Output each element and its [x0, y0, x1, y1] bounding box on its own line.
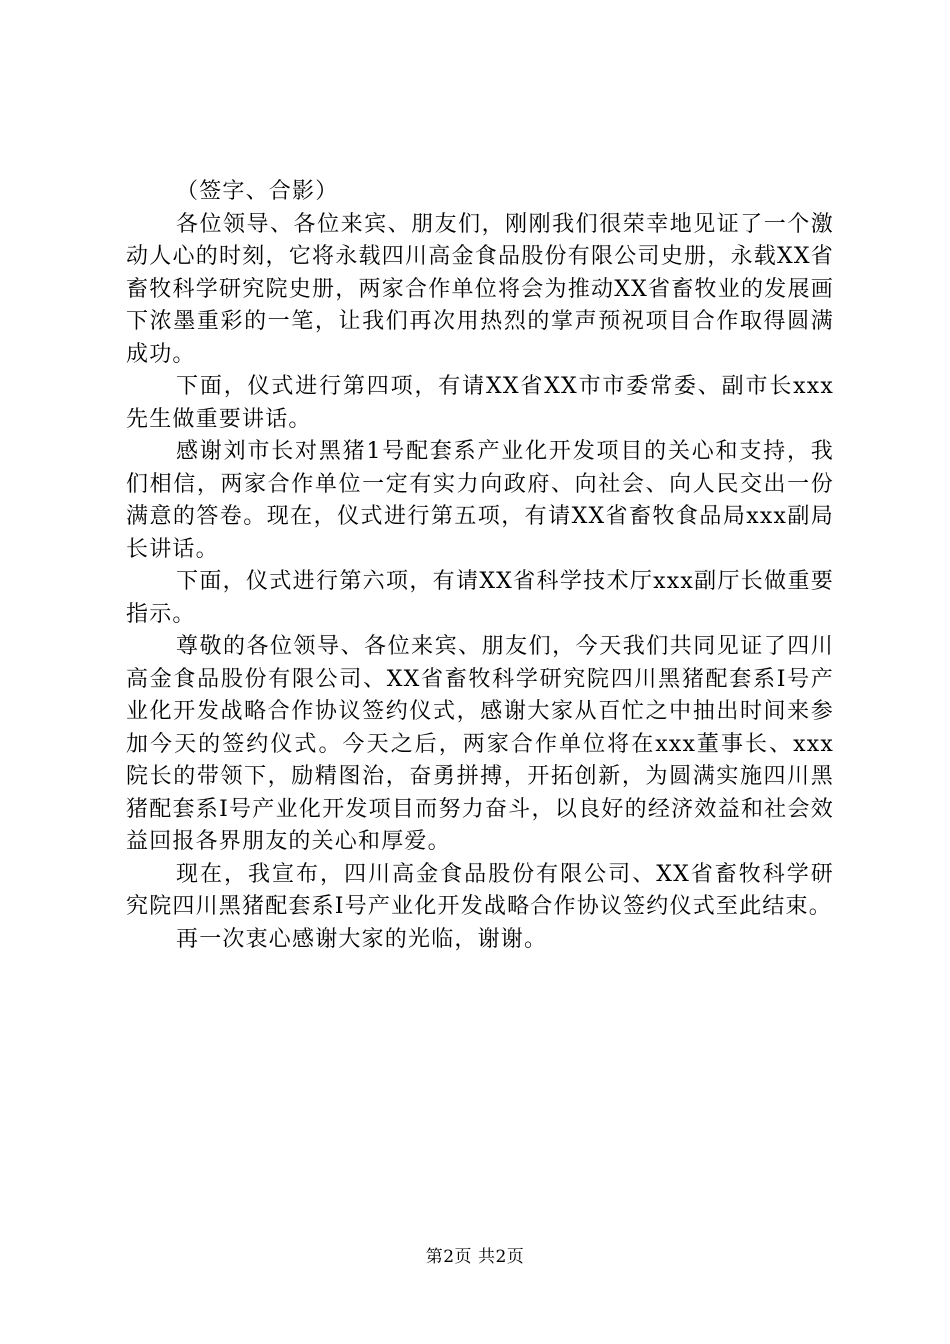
paragraph-item-four: 下面，仪式进行第四项，有请XX省XX市市委常委、副市长xxx先生做重要讲话。	[126, 374, 834, 432]
paragraph-witness-moment: 各位领导、各位来宾、朋友们，刚刚我们很荣幸地见证了一个激动人心的时刻，它将永载四川高金食品股份有限公司史册，永载XX省畜牧科学研究院史册，两家合作单位将会为推动XX省畜牧业的发展画下浓墨重彩的一笔，让我们再次用热烈的掌声预祝项目合作取得圆满成功。	[126, 211, 834, 367]
paragraph-item-five: 感谢刘市长对黑猪1号配套系产业化开发项目的关心和支持，我们相信，两家合作单位一定有实力向政府、向社会、向人民交出一份满意的答卷。现在，仪式进行第五项，有请XX省畜牧食品局xxx副局长讲话。	[126, 439, 834, 562]
document-body	[126, 176, 834, 956]
paragraph-declaration: 现在，我宣布，四川高金食品股份有限公司、XX省畜牧科学研究院四川黑猪配套系Ⅰ号产业化开发战略合作协议签约仪式至此结束。	[126, 861, 834, 919]
page-footer: 第2页 共2页	[425, 1247, 525, 1267]
paragraph-item-six: 下面，仪式进行第六项，有请XX省科学技术厅xxx副厅长做重要指示。	[126, 569, 834, 627]
paragraph-final-thanks: 再一次衷心感谢大家的光临，谢谢。	[176, 926, 548, 952]
paragraph-closing-thanks: 尊敬的各位领导、各位来宾、朋友们，今天我们共同见证了四川高金食品股份有限公司、XX省畜牧科学研究院四川黑猪配套系Ⅰ号产业化开发战略合作协议签约仪式，感谢大家从百忙之中抽出时间来参加今天的签约仪式。今天之后，两家合作单位将在xxx董事长、xxx院长的带领下，励精图治，奋勇拼搏，开拓创新，为圆满实施四川黑猪配套系Ⅰ号产业化开发项目而努力奋斗，以良好的经济效益和社会效益回报各界朋友的关心和厚爱。	[126, 634, 834, 854]
paragraph-signing-note: （签字、合影）	[176, 179, 339, 204]
